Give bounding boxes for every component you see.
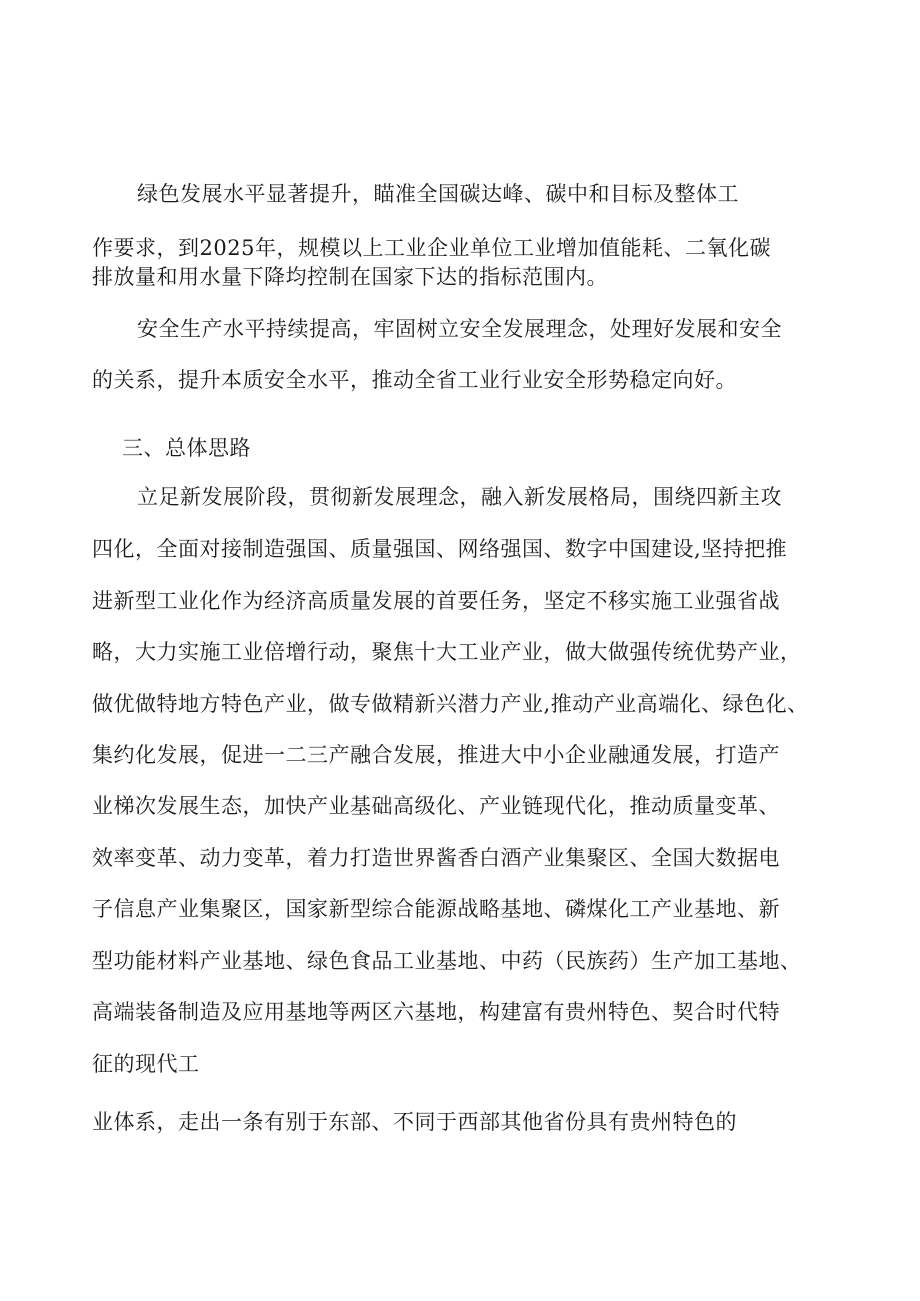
- green-goal-line-2: 作要求，到2025年，规模以上工业企业单位工业增加值能耗、二氧化碳: [92, 236, 771, 260]
- overall-line-6: 集约化发展，促进一二三产融合发展，推进大中小企业融通发展，打造产: [92, 743, 780, 767]
- overall-line-8: 效率变革、动力变革，着力打造世界酱香白酒产业集聚区、全国大数据电: [92, 846, 780, 870]
- overall-line-4: 略，大力实施工业倍增行动，聚焦十大工业产业，做大做强传统优势产业，: [92, 640, 802, 664]
- green-goal-line-3: 排放量和用水量下降均控制在国家下达的指标范围内。: [92, 265, 608, 289]
- safety-goal-line-1: 安全生产水平持续提高，牢固树立安全发展理念，处理好发展和安全: [137, 317, 782, 341]
- overall-line-10: 型功能材料产业基地、绿色食品工业基地、中药（民族药）生产加工基地、: [92, 949, 802, 973]
- overall-line-2: 四化，全面对接制造强国、质量强国、网络强国、数字中国建设,坚持把推: [92, 537, 788, 561]
- overall-line-9: 子信息产业集聚区，国家新型综合能源战略基地、磷煤化工产业基地、新: [92, 897, 780, 921]
- continuation-line: 业体系，走出一条有别于东部、不同于西部其他省份具有贵州特色的: [92, 1110, 737, 1134]
- overall-line-12: 征的现代工: [92, 1052, 200, 1076]
- overall-line-3: 进新型工业化作为经济高质量发展的首要任务，坚定不移实施工业强省战: [92, 589, 780, 613]
- safety-goal-line-2: 的关系，提升本质安全水平，推动全省工业行业安全形势稳定向好。: [92, 368, 737, 392]
- overall-line-11: 高端装备制造及应用基地等两区六基地，构建富有贵州特色、契合时代特: [92, 1000, 780, 1024]
- section-heading: 三、总体思路: [122, 436, 251, 460]
- overall-line-5: 做优做特地方特色产业，做专做精新兴潜力产业,推动产业高端化、绿色化、: [92, 692, 809, 716]
- green-goal-line-1: 绿色发展水平显著提升，瞄准全国碳达峰、碳中和目标及整体工: [137, 182, 739, 206]
- overall-line-1: 立足新发展阶段，贯彻新发展理念，融入新发展格局，围绕四新主攻: [137, 485, 782, 509]
- overall-line-7: 业梯次发展生态，加快产业基础高级化、产业链现代化，推动质量变革、: [92, 794, 780, 818]
